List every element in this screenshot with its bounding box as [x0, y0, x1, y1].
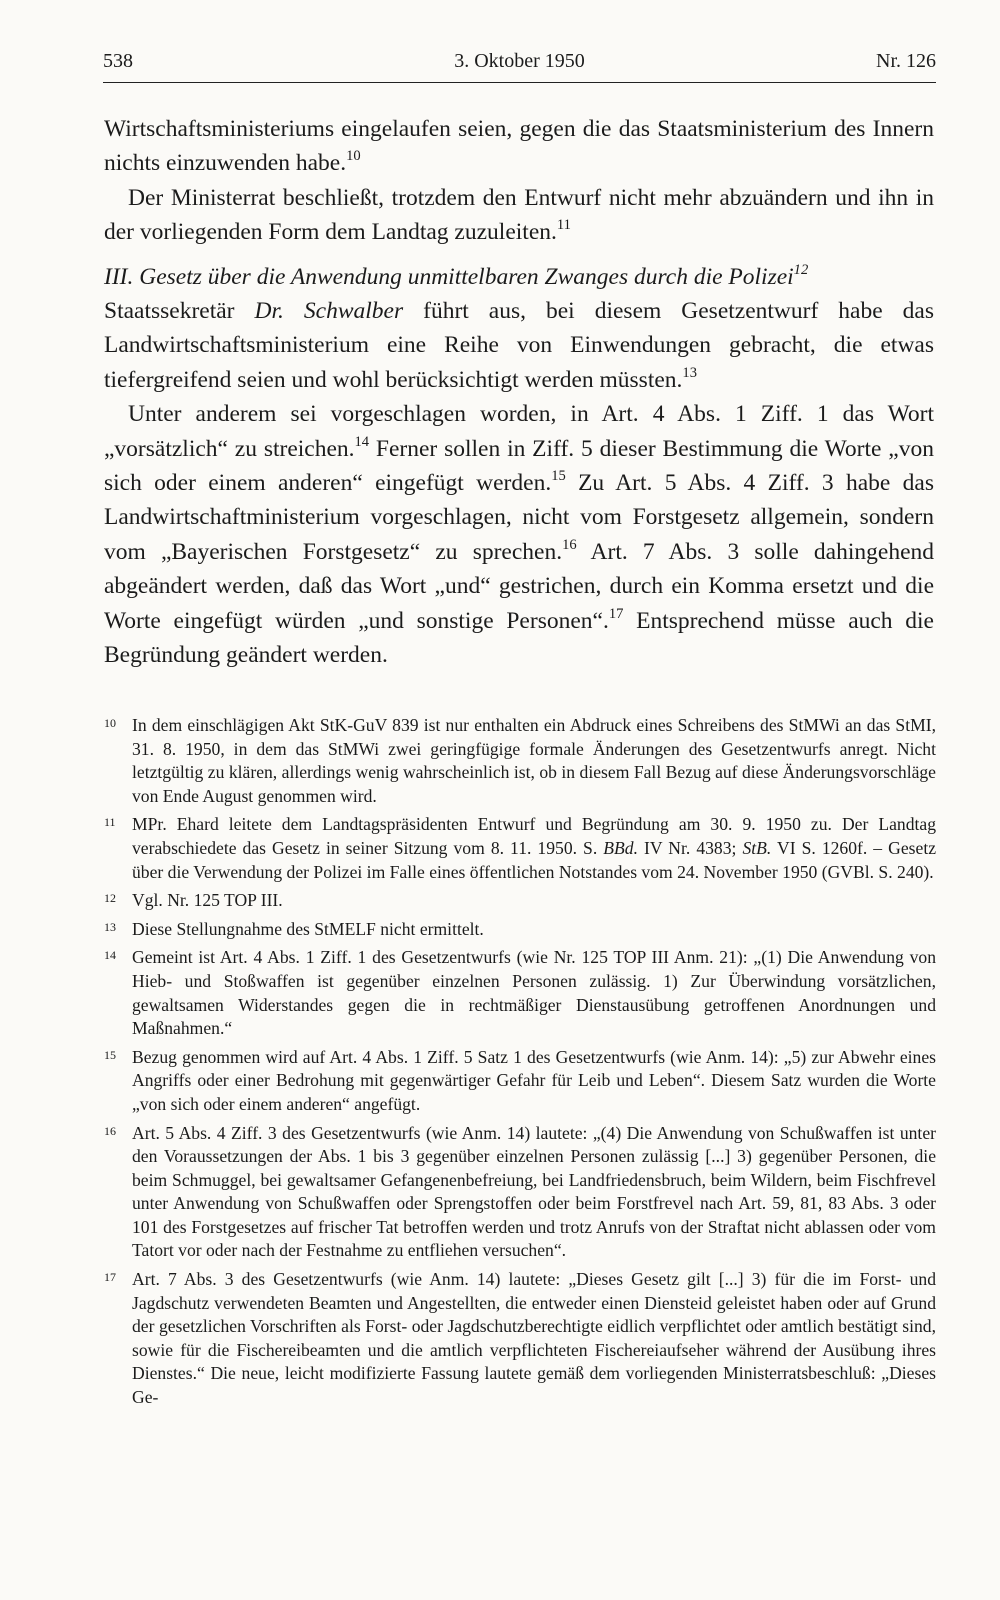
footnote-number: 13 — [104, 919, 116, 934]
footnote-ref-13[interactable]: 13 — [682, 364, 697, 381]
paragraph-3 — [104, 294, 934, 397]
footnote-16 — [104, 1122, 936, 1264]
footnote-text: Art. 5 Abs. 4 Ziff. 3 des Gesetzentwurfs (wie Anm. 14) lautete: „(4) Die Anwendung von Schußwaffen ist unter den Voraussetzungen der Abs. 1 bis 3 gegenüber einzelnen Personen zulässig [...] 3) gegenüber Personen, die beim Schmuggel, bei gewaltsamer Gefangenenbefreiung, bei Landfriedensbruch, beim Wildern, beim Fischfrevel unter Anwendung von Schußwaffen oder Sprengstoffen oder beim Forstfrevel nach Art. 59, 81, 83 Abs. 3 oder 101 des Forstgesetzes auf frischer Tat betroffen werden und trotz Anrufs von der Straftat nicht ablassen oder vom Tatort vor oder nach der Festnahme zu entfliehen versuchen“. — [132, 1122, 936, 1261]
header-date: 3. Oktober 1950 — [454, 50, 585, 72]
citation-stb: StB. — [742, 837, 772, 858]
footnote-text-c: VI S. 1260f. – Gesetz über die Verwendung der Polizei im Falle eines öffentlichen Notstandes vom 24. November 1950 (GVBl. S. 240). — [132, 837, 937, 882]
footnote-text: Vgl. Nr. 125 TOP III. — [132, 890, 283, 911]
footnote-text-b: IV Nr. 4383; — [637, 837, 743, 858]
speaker-name: Dr. Schwalber — [254, 298, 404, 325]
footnote-text: Diese Stellungnahme des StMELF nicht ermittelt. — [132, 918, 484, 939]
paragraph-4-text-c: Zu Art. 5 Abs. 4 Ziff. 3 habe das Landwirtschaftministerium vorgeschlagen, nicht vom Forstgesetz allgemein, sondern vom „Bayerischen Forstgesetz“ zu sprechen. — [104, 470, 934, 565]
footnote-ref-17[interactable]: 17 — [608, 605, 624, 622]
paragraph-2-text: Der Ministerrat beschließt, trotzdem den Entwurf nicht mehr abzuändern und ihn in der vorliegenden Form dem Landtag zuzuleiten. — [104, 184, 934, 246]
paragraph-4-text-d: Art. 7 Abs. 3 solle dahingehend abgeändert werden, daß das Wort „und“ gestrichen, durch ein Komma ersetzt und die Worte eingefügt würden „und sonstige Personen“. — [104, 538, 934, 634]
footnote-ref-14[interactable]: 14 — [354, 433, 370, 450]
footnote-17 — [104, 1268, 936, 1410]
paragraph-2 — [104, 181, 934, 250]
footnote-10 — [104, 714, 936, 808]
footnote-ref-10[interactable]: 10 — [346, 148, 361, 165]
footnote-ref-15[interactable]: 15 — [551, 467, 566, 484]
page-number: 538 — [103, 50, 133, 72]
footnotes — [104, 714, 936, 1415]
footnote-11 — [104, 813, 936, 884]
footnote-number: 11 — [104, 815, 116, 830]
footnote-number: 10 — [104, 716, 116, 730]
footnote-12 — [104, 889, 936, 913]
paragraph-4-text-a: Unter anderem sei vorgeschlagen worden, in Art. 4 Abs. 1 Ziff. 1 das Wort „vorsätzlich“ zu streichen. — [104, 401, 934, 462]
footnote-number: 15 — [104, 1047, 116, 1062]
footnote-text: Gemeint ist Art. 4 Abs. 1 Ziff. 1 des Gesetzentwurfs (wie Nr. 125 TOP III Anm. 21): „(1) Die Anwendung von Hieb- und Stoßwaffen ist gegenüber einzelnen Personen zulässig. 1) Zur Überwindung vorsätzlichen, gewaltsamen Widerstandes gegen die in rechtmäßiger Dienstausübung getroffenen Anordnungen und Maßnahmen.“ — [132, 947, 936, 1039]
footnote-14 — [104, 946, 936, 1040]
paragraph-4 — [104, 397, 934, 672]
paragraph-1 — [104, 112, 934, 181]
paragraph-3-text-a: Staatssekretär — [104, 298, 255, 325]
footnote-ref-12[interactable]: 12 — [793, 261, 809, 278]
paragraph-3-text-b: führt aus, bei diesem Gesetzentwurf habe das Landwirtschaftsministerium eine Reihe von Einwendungen gebracht, die etwas tiefergreifend seien und wohl berücksichtigt werden müssten. — [104, 298, 934, 393]
footnote-text: Art. 7 Abs. 3 des Gesetzentwurfs (wie Anm. 14) lautete: „Dieses Gesetz gilt [...] 3) für die im Forst- und Jagdschutz verwendeten Beamten und Angestellten, die entweder einen Diensteid geleistet haben oder auf Grund der gesetzlichen Vorschriften als Forst- oder Jagdschutzberechtigte eidlich verpflichtet oder amtlich bestätigt sind, sowie für die Fischereibeamten und die amtlich verpflichteten Fischereiaufseher während der Ausübung ihres Dienstes.“ Die neue, leicht modifizierte Fassung lautete gemäß dem vorliegenden Ministerratsbeschluß: „Dieses Ge- — [132, 1269, 936, 1408]
section-heading — [104, 260, 934, 294]
citation-bbd: BBd. — [603, 837, 638, 858]
footnote-ref-16[interactable]: 16 — [562, 536, 577, 553]
paragraph-4-text-e: Entsprechend müsse auch die Begründung geändert werden. — [104, 607, 934, 669]
header-doc-number: Nr. 126 — [876, 50, 936, 72]
footnote-number: 12 — [104, 891, 116, 906]
footnote-13 — [104, 918, 936, 942]
footnote-text-a: MPr. Ehard leitete dem Landtagspräsidenten Entwurf und Begründung am 30. 9. 1950 zu. Der Landtag verabschiedete das Gesetz in seiner Sitzung vom 8. 11. 1950. S. — [132, 814, 936, 858]
footnote-number: 14 — [104, 948, 116, 963]
paragraph-1-text: Wirtschaftsministeriums eingelaufen seien, gegen die das Staatsministerium des Innern nichts einzuwenden habe. — [104, 116, 934, 177]
footnote-text: In dem einschlägigen Akt StK-GuV 839 ist nur enthalten ein Abdruck eines Schreibens des StMWi an das StMI, 31. 8. 1950, in dem das StMWi zwei geringfügige formale Änderungen des Gesetzentwurfs anregt. Nicht letztgültig zu klären, allerdings wenig wahrscheinlich ist, ob in diesem Fall Bezug auf diese Änderungsvorschläge von Ende August genommen wird. — [132, 715, 936, 806]
main-text — [104, 112, 934, 673]
header-rule — [103, 82, 936, 83]
footnote-number: 16 — [104, 1123, 116, 1138]
running-header — [103, 48, 936, 78]
footnote-text: Bezug genommen wird auf Art. 4 Abs. 1 Ziff. 5 Satz 1 des Gesetzentwurfs (wie Anm. 14): „5) zur Abwehr eines Angriffs oder einer Bedrohung mit gegenwärtiger Gefahr für Leib und Leben“. Diesem Satz wurden die Worte „von sich oder einem anderen“ angefügt. — [132, 1046, 936, 1114]
section-heading-text: III. Gesetz über die Anwendung unmittelbaren Zwanges durch die Polizei — [104, 263, 794, 290]
footnote-number: 17 — [104, 1270, 116, 1285]
footnote-ref-11[interactable]: 11 — [556, 217, 571, 234]
footnote-15 — [104, 1046, 936, 1117]
paragraph-4-text-b: Ferner sollen in Ziff. 5 dieser Bestimmung die Worte „von sich oder einem anderen“ eingefügt werden. — [104, 435, 934, 497]
